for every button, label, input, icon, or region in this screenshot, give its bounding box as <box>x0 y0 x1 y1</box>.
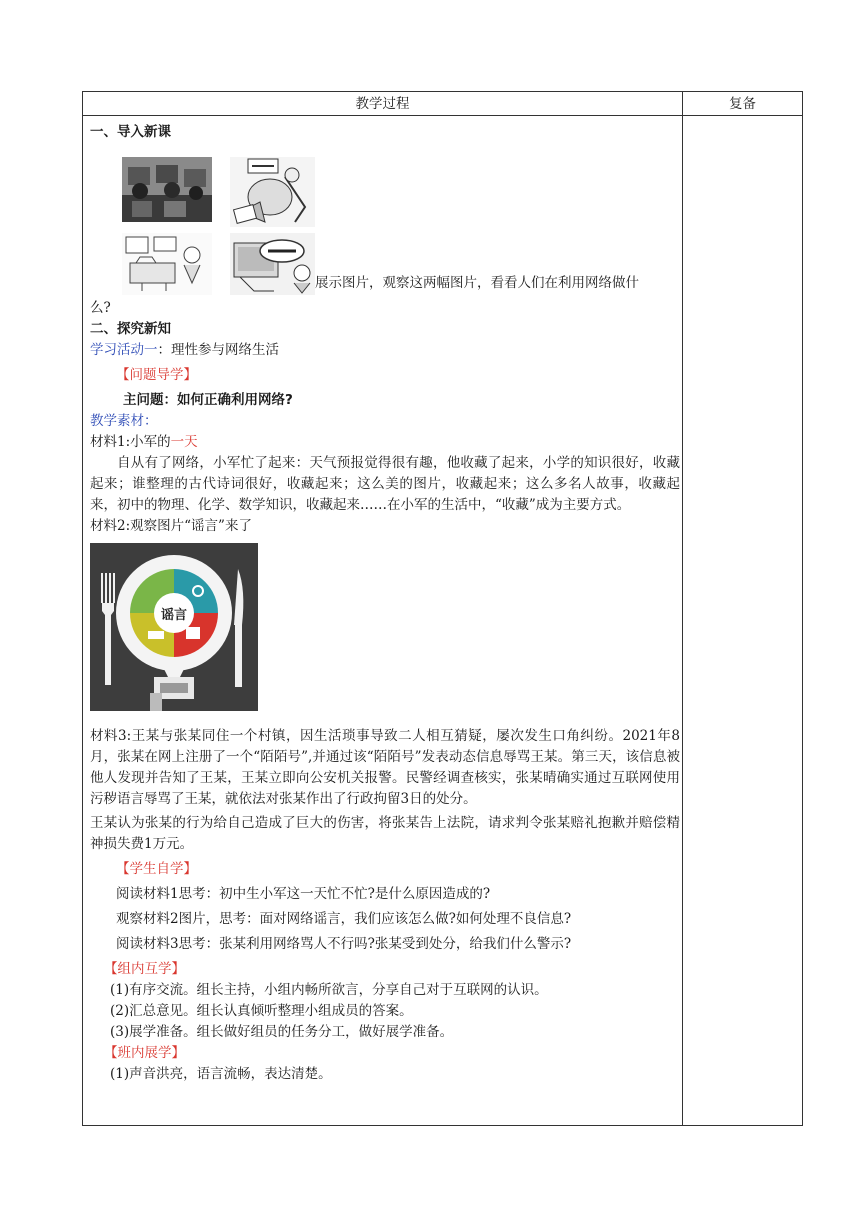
calendar-icon <box>186 627 200 639</box>
study-cartoon <box>122 233 212 295</box>
lesson-table <box>82 91 803 1126</box>
group-study-tag: 【组内互学】 <box>104 961 185 977</box>
self-study-question-1: 阅读材料1思考：初中生小军这一天忙不忙?是什么原因造成的? <box>116 886 491 902</box>
intro-caption-line2: 么? <box>90 300 111 316</box>
material-three-text-2: 王某认为张某的行为给自己造成了巨大的伤害，将张某告上法院，请求判令张某赔礼抱歉并赔偿精神损失费1万元。 <box>90 815 680 852</box>
material-one-text: 自从有了网络，小军忙了起来：天气预报觉得很有趣，他收藏了起来，小学的知识很好，收藏起来；谁整理的古代诗词很好，收藏起来；这么美的图片，收藏起来；这么多名人故事，收藏起来，初中的物理、化学、数学知识，收藏起来……在小军的生活中，“收藏”成为主要方式。 <box>90 455 680 513</box>
self-study-tag: 【学生自学】 <box>116 861 197 877</box>
teaching-content <box>90 122 680 1085</box>
header-teaching-process: 教学过程 <box>83 92 683 116</box>
addiction-cartoon <box>230 157 315 227</box>
section-explore-title: 二、探究新知 <box>90 321 171 337</box>
material-one-title <box>90 432 680 453</box>
table-body-row <box>83 116 803 1126</box>
header-review: 复备 <box>683 92 803 116</box>
material-one-highlight: 一天 <box>170 434 198 450</box>
group-step-2: (2)汇总意见。组长认真倾听整理小组成员的答案。 <box>110 1003 413 1019</box>
intro-images <box>90 143 680 298</box>
main-question: 主问题：如何正确利用网络? <box>123 392 293 408</box>
intro-caption-line1: 展示图片，观察这两幅图片，看看人们在利用网络做什 <box>315 275 639 291</box>
rumor-illustration <box>90 543 258 711</box>
materials-label: 教学素材： <box>90 413 158 429</box>
pot-icon <box>148 631 164 639</box>
internet-cafe-photo <box>122 157 212 222</box>
review-cell <box>683 116 803 1126</box>
self-study-question-2: 观察材料2图片，思考：面对网络谣言，我们应该怎么做?如何处理不良信息? <box>116 911 572 927</box>
group-step-3: (3)展学准备。组长做好组员的任务分工，做好展学准备。 <box>110 1024 454 1040</box>
material-one-prefix: 材料1:小军的 <box>90 434 171 450</box>
activity-topic: ：理性参与网络生活 <box>157 342 279 358</box>
class-step-1: (1)声音洪亮，语言流畅，表达清楚。 <box>110 1066 332 1082</box>
group-step-1: (1)有序交流。组长主持，小组内畅所欲言，分享自己对于互联网的认识。 <box>110 982 548 998</box>
class-presentation-tag: 【班内展学】 <box>104 1045 185 1061</box>
activity-label: 学习活动一 <box>90 342 158 358</box>
activity-one <box>90 340 680 361</box>
section-intro-title: 一、导入新课 <box>90 124 171 140</box>
material-three-text: 材料3:王某与张某同住一个村镇，因生活琐事导致二人相互猜疑，屡次发生口角纠纷。2021年8月，张某在网上注册了一个“陌陌号”,并通过该“陌陌号”发表动态信息辱骂王某。第三天，该信息被他人发现并告知了王某，王某立即向公安机关报警。民警经调查核实，张某晴确实通过互联网使用污秽语言辱骂了王某，就依法对张某作出了行政拘留3日的处分。 <box>90 728 680 807</box>
table-header-row <box>83 92 803 116</box>
rumor-center-text: 谣言 <box>160 608 188 623</box>
question-guide-tag: 【问题导学】 <box>116 367 197 383</box>
self-study-question-3: 阅读材料3思考：张某利用网络骂人不行吗?张某受到处分，给我们什么警示? <box>116 936 572 952</box>
chat-cartoon <box>230 233 315 295</box>
material-two-title: 材料2:观察图片“谣言”来了 <box>90 518 252 534</box>
teaching-process-cell <box>83 116 683 1126</box>
